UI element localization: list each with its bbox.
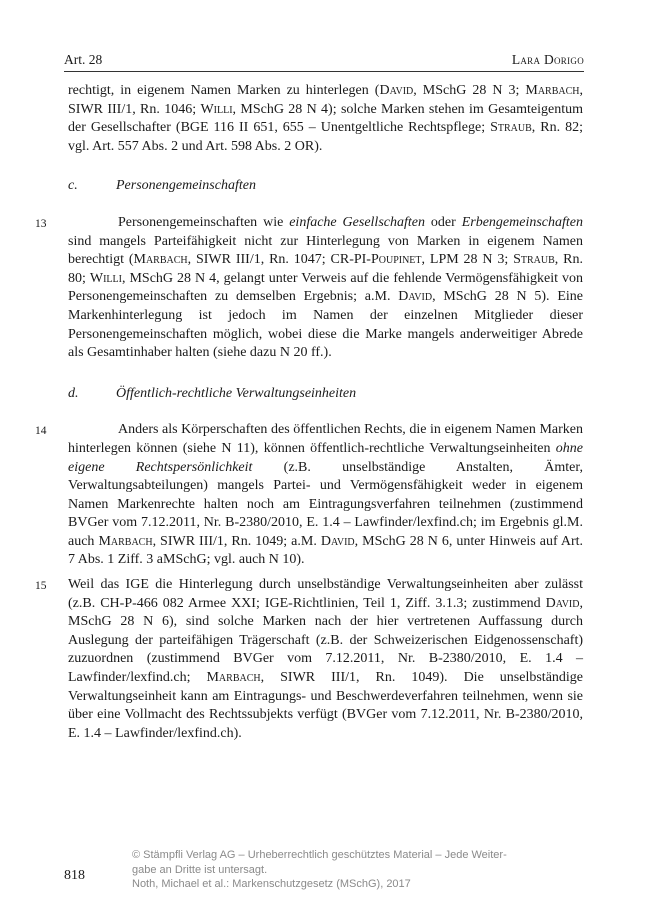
page-number: 818	[64, 868, 85, 883]
section-heading-d	[68, 385, 583, 404]
header-author: Lara Dorigo	[511, 52, 584, 67]
author-citation: Marbach	[133, 252, 188, 268]
emphasis-text: einfache Gesellschaften	[289, 214, 425, 230]
page-body	[35, 82, 584, 743]
header-article: Art. 28	[64, 52, 103, 67]
text-run: , LPM 28 N 3;	[421, 252, 514, 268]
copyright-line: gabe an Dritte ist untersagt.	[132, 863, 268, 876]
text-run: , MSchG 28 N 4); solche Marken stehen im Gesamteigentum der Gesellschafter (BGE 116 II 651, 655 – Unentgeltliche Rechtspflege;	[68, 101, 583, 136]
text-run: , Rn. 82; vgl. Art. 557 Abs. 2 und Art. 598 Abs. 2 OR).	[68, 120, 583, 154]
header-rule	[64, 71, 584, 72]
author-citation: David	[545, 595, 580, 611]
text-run: Anders als Körperschaften des öffentlichen Rechts, die in eigenem Namen Marken hinterlegen können (siehe N 11), können öffentlich-rechtliche Verwaltungseinheiten	[68, 422, 583, 456]
author-citation: Marbach	[98, 533, 153, 549]
section-title: Öffentlich-rechtliche Verwaltungseinheiten	[116, 385, 357, 401]
emphasis-text: Erbengemeinschaften	[461, 214, 583, 230]
author-citation: Willi	[89, 270, 122, 286]
section-heading-c	[68, 177, 583, 196]
paragraph-continuation	[68, 82, 583, 156]
paragraph-13	[35, 214, 584, 363]
citation-line: Noth, Michael et al.: Markenschutzgesetz (MSchG), 2017	[132, 878, 411, 890]
section-title: Personengemeinschaften	[116, 178, 256, 194]
emphasis-text: ohne eigene Rechtspersönlichkeit	[68, 440, 583, 475]
text-run: sind mangels Parteifähigkeit nicht zur Hinterlegung von Marken in eigenem Namen berechtigt (	[68, 233, 583, 268]
text-run: , Rn. 80;	[68, 252, 583, 286]
margin-number: 15	[35, 580, 47, 593]
paragraph-14	[35, 421, 584, 570]
text-run: , SIWR III/1, Rn. 1046;	[68, 83, 584, 117]
text-run: (z.B. unselbständige Anstalten, Ämter, Verwaltungsabteilungen) mangels Partei- und Vermögensfähigkeit weder in eigenem Namen Markenrechte halten noch am Eintragungsverfahren teilnehmen (zustimmend BVGer vom 7.12.2011, Nr. B-2380/2010, E. 1.4 – Lawfinder/lexfind.ch; im Ergebnis gl.M. auch	[68, 459, 583, 549]
author-citation: Marbach	[525, 83, 580, 98]
author-citation: David	[398, 289, 433, 305]
text-run: , MSchG 28 N 4, gelangt unter Verweis auf die fehlende Vermögensfähigkeit von Personengemeinschaften zu demselben Ergebnis; a.M.	[68, 270, 584, 305]
paragraph-text	[68, 577, 583, 741]
text-run: Weil das IGE die Hinterlegung durch unselbständige Verwaltungseinheiten aber zulässt (z.B. CH-P-466 082 Armee XXI; IGE-Richtlinien, Teil 1, Ziff. 3.1.3; zustimmend	[68, 577, 583, 611]
text-run: , MSchG 28 N 3;	[413, 83, 526, 98]
paragraph-15	[35, 576, 584, 743]
author-citation: Marbach	[206, 670, 261, 686]
running-header	[64, 52, 584, 72]
text-run: , SIWR III/1, Rn. 1049; a.M.	[152, 533, 321, 549]
author-citation: Straub	[513, 252, 555, 268]
text-run: Personengemeinschaften wie	[118, 214, 290, 230]
text-run: , MSchG 28 N 6), sind solche Marken nach der hier vertretenen Auffassung durch Auslegung der parteifähigen Trägerschaft (z.B. der Schweizerischen Eidgenossenschaft) zuzuordnen (zustimmend BVGer vom 7.12.2011, Nr. B-2380/2010, E. 1.4 – Lawfinder/lexfind.ch;	[68, 595, 583, 686]
text-run: oder	[424, 214, 462, 230]
text-run: , SIWR III/1, Rn. 1049). Die unselbständige Verwaltungseinheit kann am Eintragungs- und Beschwerdeverfahren teilnehmen, wenn sie über eine Vollmacht des Rechtssubjekts verfügt (BVGer vom 7.12.2011, Nr. B-2380/2010, E. 1.4 – Lawfinder/lexfind.ch).	[68, 670, 584, 741]
author-citation: David	[320, 533, 355, 549]
section-letter: c.	[68, 178, 78, 194]
text-run: , SIWR III/1, Rn. 1047; CR-PI-	[187, 252, 371, 268]
paragraph-text	[68, 215, 583, 360]
author-citation: Willi	[200, 101, 233, 117]
text-run: , MSchG 28 N 5). Eine Markenhinterlegung ist jedoch im Namen der einzelnen Mitglieder dieser Personengemeinschaften möglich, wobei diese die Marke mangels anderweitiger Abrede als Gesamtinhaber halten (siehe dazu N 20 ff.).	[68, 289, 583, 361]
paragraph-text	[68, 422, 583, 567]
section-letter: d.	[68, 385, 79, 401]
margin-number: 14	[35, 425, 47, 438]
copyright-notice	[132, 848, 552, 892]
author-citation: Poupinet	[370, 252, 422, 268]
author-citation: Straub	[490, 120, 532, 136]
margin-number: 13	[35, 217, 47, 230]
copyright-line: © Stämpfli Verlag AG – Urheberrechtlich geschütztes Material – Jede Weiter-	[132, 849, 507, 861]
text-run: rechtigt, in eigenem Namen Marken zu hinterlegen (	[68, 83, 380, 98]
author-citation: David	[379, 83, 414, 98]
text-run: , MSchG 28 N 6, unter Hinweis auf Art. 7 Abs. 1 Ziff. 3 aMSchG; vgl. auch N 10).	[68, 533, 584, 568]
